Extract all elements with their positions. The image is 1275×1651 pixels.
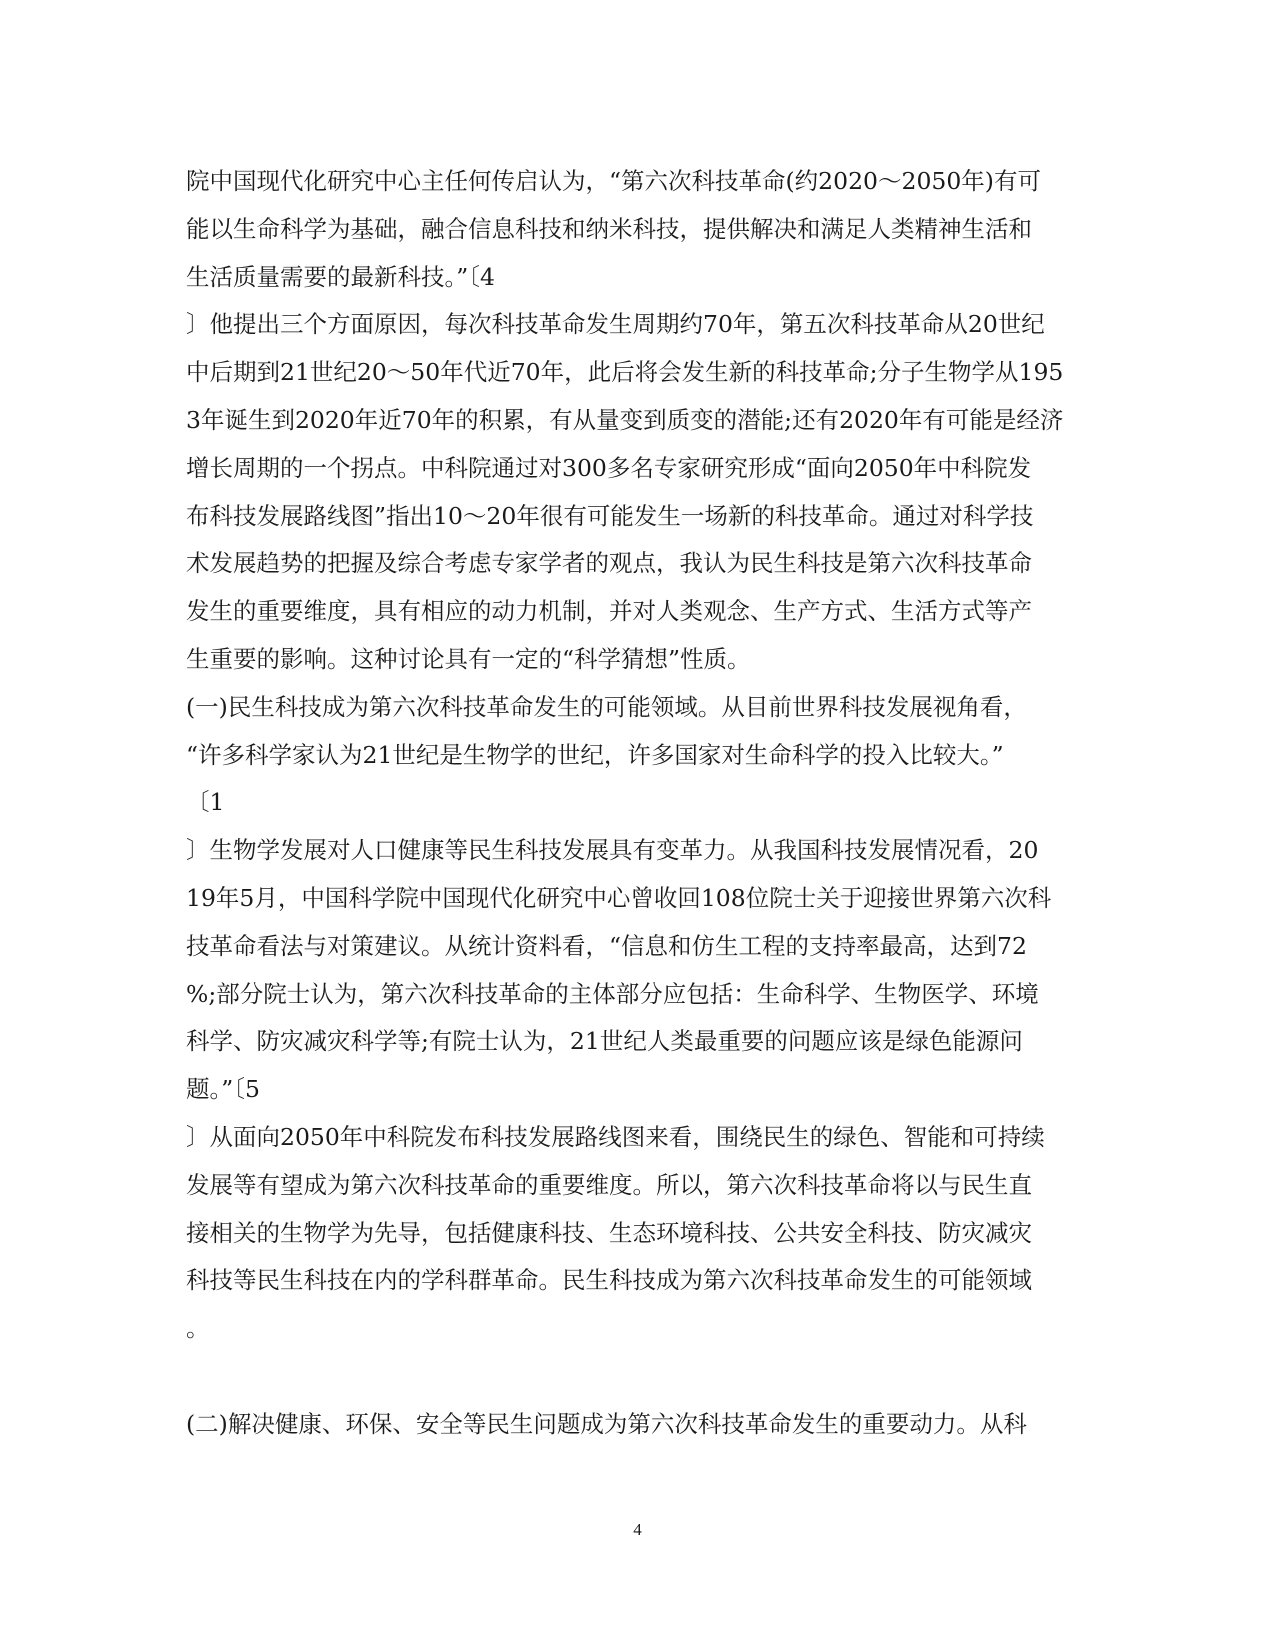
text-line: 布科技发展路线图”指出10～20年很有可能发生一场新的科技革命。通过对科学技 — [186, 501, 1034, 530]
text-line: (二)解决健康、环保、安全等民生问题成为第六次科技革命发生的重要动力。从科 — [186, 1409, 1027, 1438]
text-line: 增长周期的一个拐点。中科院通过对300多名专家研究形成“面向2050年中科院发 — [186, 453, 1032, 482]
text-line: 3年诞生到2020年近70年的积累，有从量变到质变的潜能;还有2020年有可能是经济 — [186, 405, 1064, 434]
text-line: 19年5月，中国科学院中国现代化研究中心曾收回108位院士关于迎接世界第六次科 — [186, 883, 1052, 912]
text-line — [186, 1353, 1086, 1401]
text-line: 科技等民生科技在内的学科群革命。民生科技成为第六次科技革命发生的可能领域 — [186, 1266, 1032, 1295]
text-line: 生活质量需要的最新科技。”〔4 — [186, 262, 495, 291]
text-line: “许多科学家认为21世纪是生物学的世纪，许多国家对生命科学的投入比较大。” — [186, 740, 1004, 769]
page-number: 4 — [633, 1520, 642, 1539]
text-line: 题。”〔5 — [186, 1075, 260, 1104]
text-line: 院中国现代化研究中心主任何传启认为，“第六次科技革命(约2020～2050年)有可 — [186, 167, 1041, 195]
text-line: 。 — [186, 1314, 210, 1343]
text-line: 接相关的生物学为先导，包括健康科技、生态环境科技、公共安全科技、防灾减灾 — [186, 1218, 1032, 1247]
text-line: 生重要的影响。这种讨论具有一定的“科学猜想”性质。 — [186, 644, 751, 673]
text-line: 发展等有望成为第六次科技革命的重要维度。所以，第六次科技革命将以与民生直 — [186, 1170, 1032, 1199]
text-line: 发生的重要维度，具有相应的动力机制，并对人类观念、生产方式、生活方式等产 — [186, 597, 1032, 626]
text-line: 中后期到21世纪20～50年代近70年，此后将会发生新的科技革命;分子生物学从195 — [186, 358, 1064, 387]
text-line: 能以生命科学为基础，融合信息科技和纳米科技，提供解决和满足人类精神生活和 — [186, 214, 1032, 243]
text-line: (一)民生科技成为第六次科技革命发生的可能领域。从目前世界科技发展视角看， — [186, 692, 1027, 721]
text-line: 〕生物学发展对人口健康等民生科技发展具有变革力。从我国科技发展情况看，20 — [186, 836, 1039, 865]
text-line: 〕从面向2050年中科院发布科技发展路线图来看，围绕民生的绿色、智能和可持续 — [186, 1122, 1045, 1151]
text-line: 科学、防灾减灾科学等;有院士认为，21世纪人类最重要的问题应该是绿色能源问 — [186, 1027, 1023, 1056]
text-line: 〕他提出三个方面原因，每次科技革命发生周期约70年，第五次科技革命从20世纪 — [186, 310, 1045, 339]
text-line: 术发展趋势的把握及综合考虑专家学者的观点，我认为民生科技是第六次科技革命 — [186, 549, 1032, 578]
text-line: 技革命看法与对策建议。从统计资料看，“信息和仿生工程的支持率最高，达到72 — [186, 931, 1027, 960]
text-line: 〔1 — [186, 788, 225, 817]
body-text — [186, 158, 1086, 1449]
text-line: %;部分院士认为，第六次科技革命的主体部分应包括：生命科学、生物医学、环境 — [186, 979, 1039, 1008]
